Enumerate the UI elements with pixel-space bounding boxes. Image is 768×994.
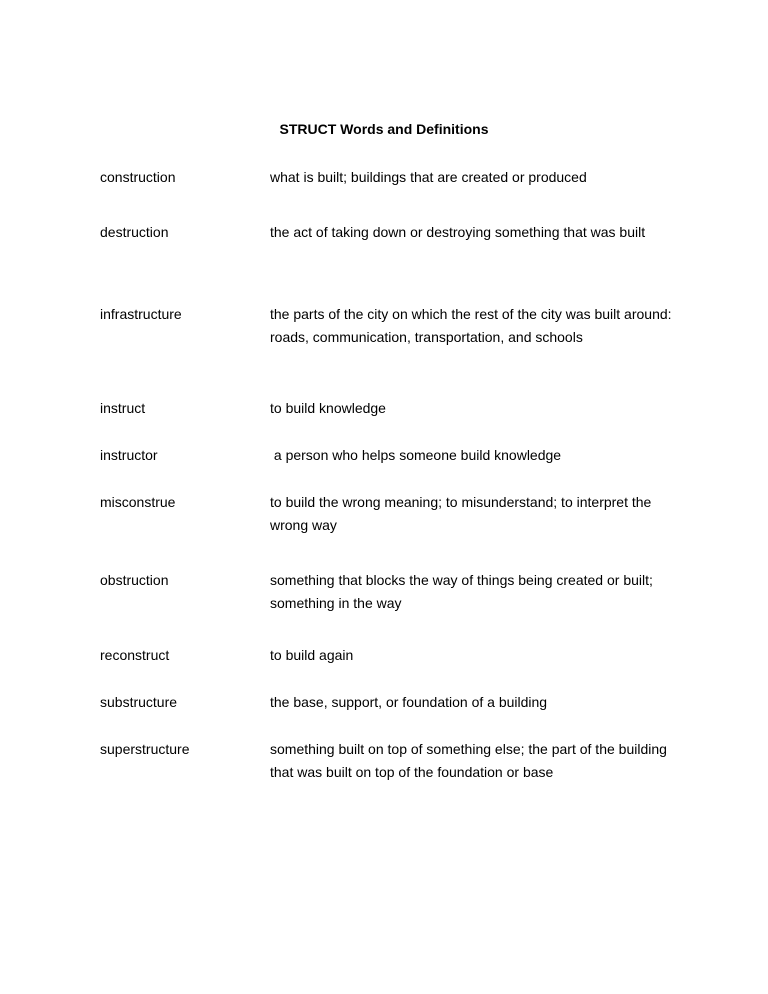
definition: what is built; buildings that are created or produced — [270, 169, 587, 185]
definition: the base, support, or foundation of a building — [270, 694, 548, 710]
term: substructure — [100, 694, 178, 710]
page-title: STRUCT Words and Definitions — [279, 121, 489, 137]
definition: the parts of the city on which the rest of the city was built around: roads, communication, transportation, and schools — [270, 306, 672, 345]
definition: to build again — [270, 647, 354, 663]
term: superstructure — [100, 741, 190, 757]
term: instruct — [100, 400, 146, 416]
definition: something that blocks the way of things being created or built; something in the way — [270, 572, 653, 611]
term: reconstruct — [100, 647, 170, 663]
term: misconstrue — [100, 494, 176, 510]
definition: something built on top of something else; the part of the building that was built on top of the foundation or base — [270, 741, 667, 780]
definition: to build knowledge — [270, 400, 386, 416]
term: destruction — [100, 224, 169, 240]
term: construction — [100, 169, 176, 185]
term: infrastructure — [100, 306, 182, 322]
term: obstruction — [100, 572, 169, 588]
definition: a person who helps someone build knowledge — [270, 447, 562, 463]
definition: the act of taking down or destroying something that was built — [270, 224, 646, 240]
term: instructor — [100, 447, 158, 463]
definition: to build the wrong meaning; to misunderstand; to interpret the wrong way — [270, 494, 652, 533]
